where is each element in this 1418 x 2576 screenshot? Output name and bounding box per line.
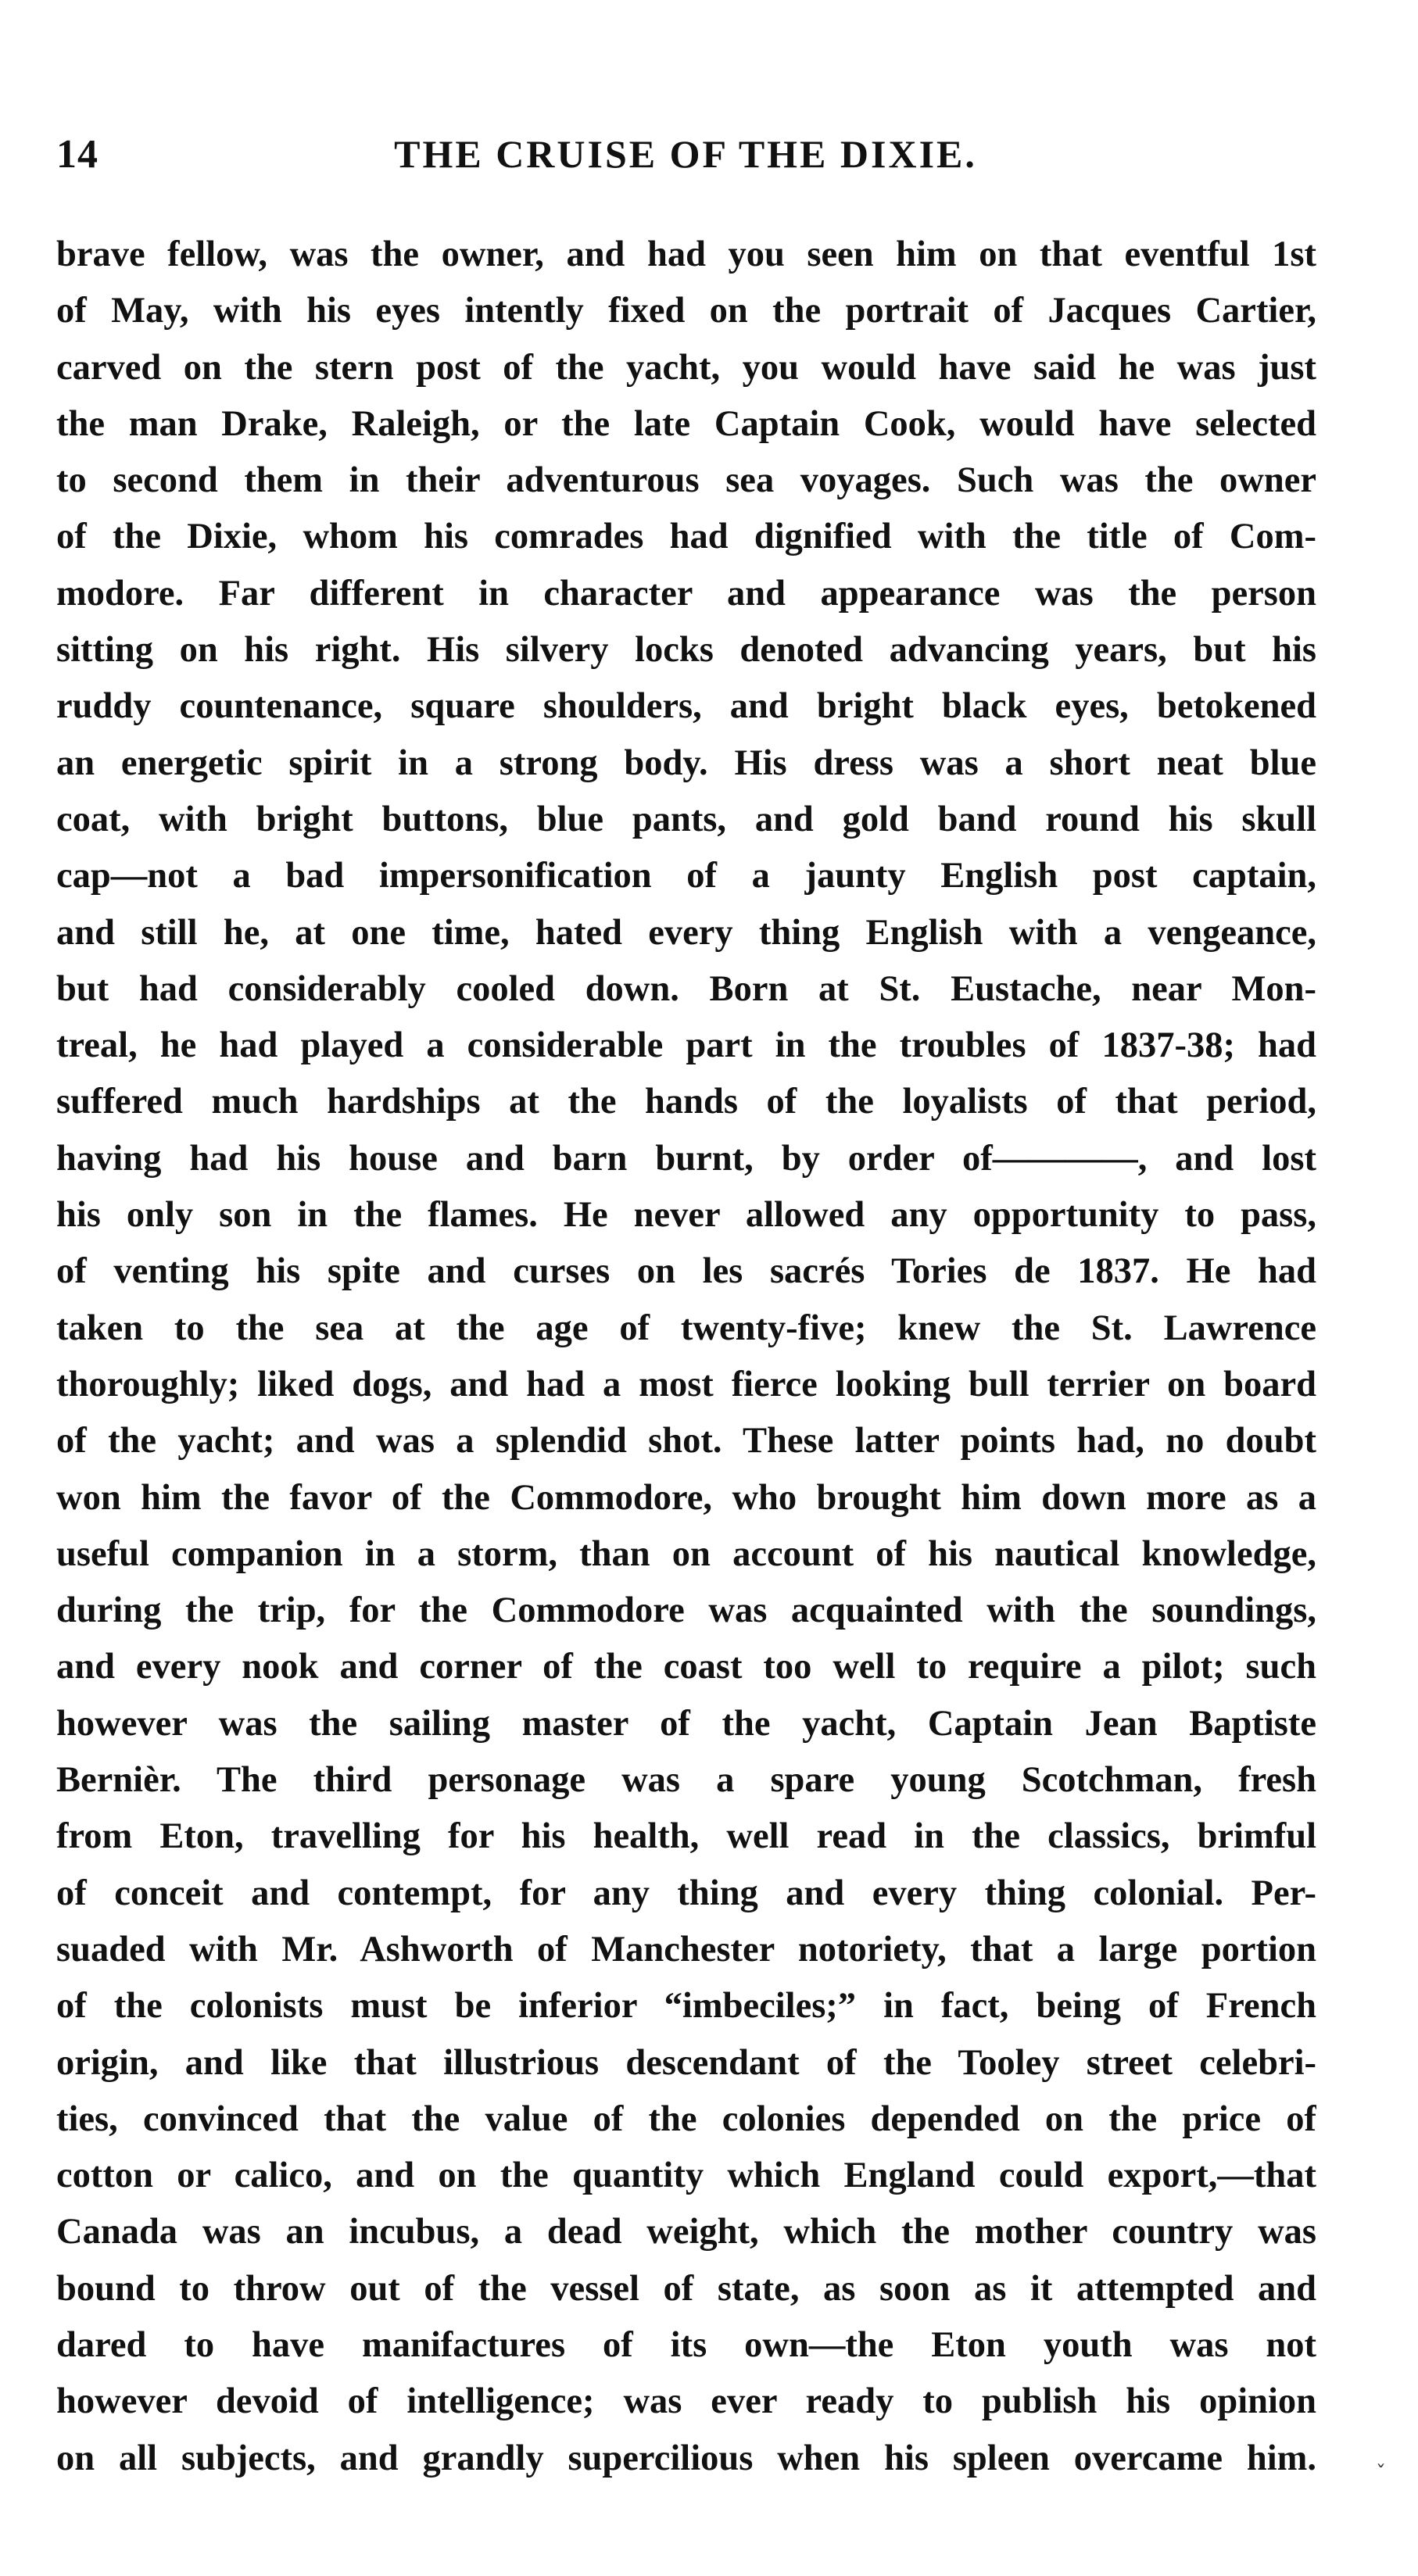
text-line: and still he, at one time, hated every thing English with a vengeance, [56, 912, 1316, 953]
text-line: suaded with Mr. Ashworth of Manchester notoriety, that a large portion [56, 1929, 1316, 1970]
text-line: of the colonists must be inferior “imbeciles;” in fact, being of French [56, 1986, 1316, 2027]
text-line: won him the favor of the Commodore, who brought him down more as a [56, 1477, 1316, 1518]
text-line: of May, with his eyes intently fixed on the portrait of Jacques Cartier, [56, 291, 1316, 331]
running-title: THE CRUISE OF THE DIXIE. [394, 132, 977, 176]
text-line: and every nook and corner of the coast too well to require a pilot; such [56, 1647, 1316, 1687]
text-line: of venting his spite and curses on les sacrés Tories de 1837. He had [56, 1251, 1316, 1292]
print-mark: ˇ [1376, 2462, 1386, 2485]
text-line: carved on the stern post of the yacht, you would have said he was just [56, 347, 1316, 388]
text-line: having had his house and barn burnt, by order of————, and lost [56, 1138, 1316, 1179]
text-line: ties, convinced that the value of the colonies depended on the price of [56, 2098, 1316, 2139]
text-line: his only son in the flames. He never allowed any opportunity to pass, [56, 1195, 1316, 1236]
text-line: cap—not a bad impersonification of a jaunty English post captain, [56, 856, 1316, 896]
text-line: during the trip, for the Commodore was acquainted with the soundings, [56, 1590, 1316, 1631]
text-line: coat, with bright buttons, blue pants, and gold band round his skull [56, 799, 1316, 839]
text-line: thoroughly; liked dogs, and had a most fierce looking bull terrier on board [56, 1364, 1316, 1404]
text-line: of the Dixie, whom his comrades had dignified with the title of Com- [56, 517, 1316, 557]
text-line: however was the sailing master of the yacht, Captain Jean Baptiste [56, 1703, 1316, 1744]
text-line: but had considerably cooled down. Born at St. Eustache, near Mon- [56, 968, 1316, 1009]
text-line: taken to the sea at the age of twenty-five; knew the St. Lawrence [56, 1308, 1316, 1348]
page-header [56, 131, 1315, 194]
text-line: bound to throw out of the vessel of state, as soon as it attempted and [56, 2268, 1316, 2309]
text-line: on all subjects, and grandly supercilious when his spleen overcame him. [56, 2438, 1316, 2478]
text-line: dared to have manifactures of its own—the Eton youth was not [56, 2324, 1316, 2365]
text-line: to second them in their adventurous sea voyages. Such was the owner [56, 460, 1316, 501]
text-line: useful companion in a storm, than on account of his nautical knowledge, [56, 1533, 1316, 1574]
text-line: Bernièr. The third personage was a spare young Scotchman, fresh [56, 1760, 1316, 1801]
text-line: ruddy countenance, square shoulders, and bright black eyes, betokened [56, 686, 1316, 727]
page-number: 14 [56, 132, 98, 177]
text-line: Canada was an incubus, a dead weight, which the mother country was [56, 2212, 1316, 2252]
text-line: origin, and like that illustrious descendant of the Tooley street celebri- [56, 2042, 1316, 2083]
text-line: of the yacht; and was a splendid shot. These latter points had, no doubt [56, 1421, 1316, 1462]
text-line: from Eton, travelling for his health, well read in the classics, brimful [56, 1816, 1316, 1857]
text-line: of conceit and contempt, for any thing and every thing colonial. Per- [56, 1873, 1316, 1913]
text-line: the man Drake, Raleigh, or the late Captain Cook, would have selected [56, 403, 1316, 444]
text-line: an energetic spirit in a strong body. His dress was a short neat blue [56, 742, 1316, 783]
text-line: suffered much hardships at the hands of the loyalists of that period, [56, 1082, 1316, 1122]
body-text [56, 227, 1316, 2487]
text-line: cotton or calico, and on the quantity which England could export,—that [56, 2156, 1316, 2196]
text-line: brave fellow, was the owner, and had you seen him on that eventful 1st [56, 234, 1316, 274]
text-line: treal, he had played a considerable part in the troubles of 1837-38; had [56, 1025, 1316, 1066]
text-line: modore. Far different in character and appearance was the person [56, 573, 1316, 614]
text-line: sitting on his right. His silvery locks denoted advancing years, but his [56, 630, 1316, 671]
text-line: however devoid of intelligence; was ever ready to publish his opinion [56, 2381, 1316, 2422]
